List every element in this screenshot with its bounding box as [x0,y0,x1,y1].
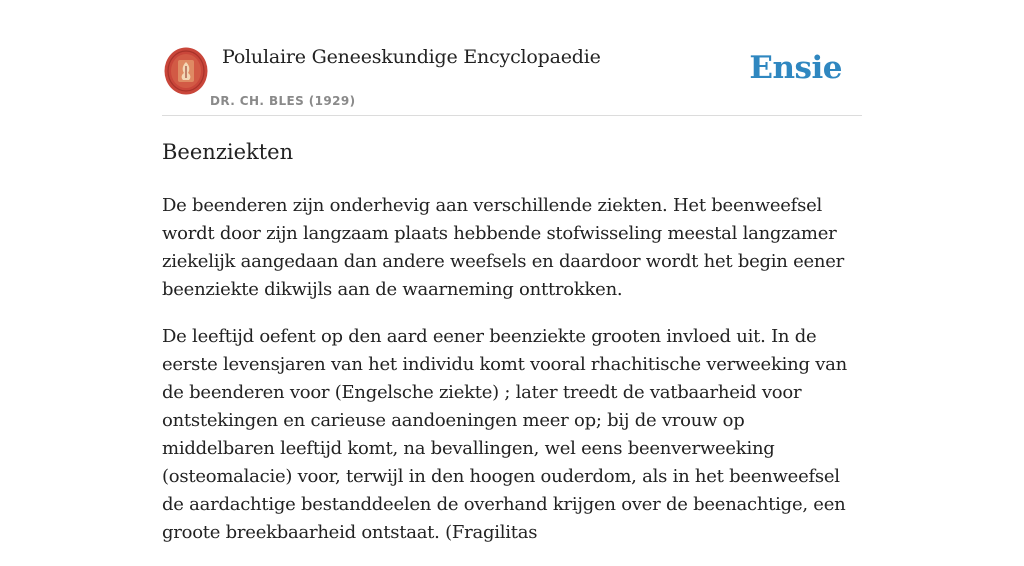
article-title: Beenziekten [162,140,294,164]
article-paragraph: De leeftijd oefent op den aard eener beenziekte grooten invloed uit. In de eerste levensjaren van het individu komt vooral rhachitische verweeking van de beenderen voor (Engelsche ziekte) ; later treedt de vatbaarheid voor ontstekingen en carieuse aandoeningen meer op; bij de vrouw op middelbaren leeftijd komt, na bevallingen, wel eens beenverweeking (osteomalacie) voor, terwijl in den hoogen ouderdom, als in het beenweefsel de aardachtige bestanddeelen de overhand krijgen over de beenachtige, een groote breekbaarheid ontstaat. (Fragilitas [162,326,847,543]
red-book-emblem-icon[interactable] [164,47,208,95]
article-body [162,192,862,566]
site-header [162,40,862,116]
article-paragraph: De beenderen zijn onderhevig aan verschillende ziekten. Het beenweefsel wordt door zijn langzaam plaats hebbende stofwisseling meestal langzamer ziekelijk aangedaan dan andere weefsels en daardoor wordt het begin eener beenziekte dikwijls aan de waarneming onttrokken. [162,195,845,300]
brand-logo-link[interactable]: Ensie [749,50,842,86]
book-author: DR. CH. BLES (1929) [210,94,356,108]
book-title[interactable]: Polulaire Geneeskundige Encyclopaedie [222,46,601,68]
